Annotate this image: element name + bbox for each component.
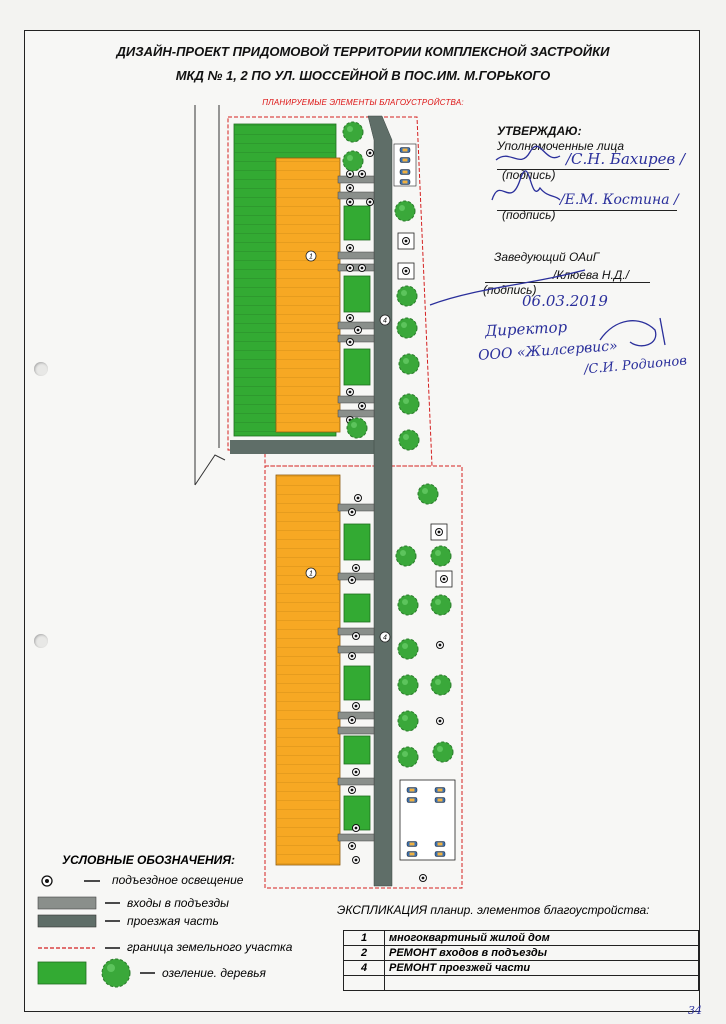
marker-house-upper: 1 [309,253,313,261]
row-text: РЕМОНТ входов в подъезды [385,946,699,961]
marker-road-upper: 4 [383,317,387,325]
legend-title: УСЛОВНЫЕ ОБОЗНАЧЕНИЯ: [62,853,236,867]
signature-caption: (подпись) [502,168,556,182]
legend-entrances: входы в подъезды [127,896,230,910]
legend-boundary: граница земельного участка [127,940,293,954]
marker-house-lower: 1 [309,570,313,578]
head-title: Заведующий ОАиГ [494,250,600,264]
road [368,116,392,886]
row-number: 2 [344,946,385,961]
table-row [344,931,699,946]
row-number: 4 [344,961,385,976]
signatory-2-name: /Е.М. Костина / [560,192,679,208]
legend-roadway: проезжая часть [127,914,219,928]
director-org: ООО «Жилсервис» [477,338,619,364]
row-text: многоквартиный жилой дом [385,931,699,946]
legend-greenery: озеление. деревья [162,966,266,980]
row-number: 1 [344,931,385,946]
legend-symbols [0,870,320,990]
approval-date: 06.03.2019 [522,292,608,310]
authorized-persons: Уполномоченные лица [497,139,624,153]
explication-title: ЭКСПЛИКАЦИЯ планир. элементов благоустройства: [337,903,650,917]
marker-road-lower: 4 [383,634,387,642]
approve-heading: УТВЕРЖДАЮ: [497,124,582,138]
planned-elements-caption: ПЛАНИРУЕМЫЕ ЭЛЕМЕНТЫ БЛАГОУСТРОЙСТВА: [262,98,464,107]
director-title: Директор [484,317,568,341]
table-row [344,946,699,961]
page-number: 34 [688,1004,702,1017]
title-line-2: МКД № 1, 2 ПО УЛ. ШОССЕЙНОЙ В ПОС.ИМ. М.ГОРЬКОГО [175,68,551,83]
row-text: РЕМОНТ проезжей части [385,961,699,976]
table-row [344,976,699,991]
table-row [344,961,699,976]
head-name: /Клюева Н.Д./ [553,268,629,282]
title-line-1: ДИЗАЙН-ПРОЕКТ ПРИДОМОВОЙ ТЕРРИТОРИИ КОМПЛЕКСНОЙ ЗАСТРОЙКИ [116,44,610,59]
signatory-1-name: /С.Н. Бахирев / [566,150,686,168]
explication-table [343,930,699,991]
director-name: /С.И. Родионов [583,353,688,378]
signature-caption: (подпись) [483,283,537,297]
signature-caption: (подпись) [502,208,556,222]
legend-lighting: подъездное освещение [112,873,244,887]
